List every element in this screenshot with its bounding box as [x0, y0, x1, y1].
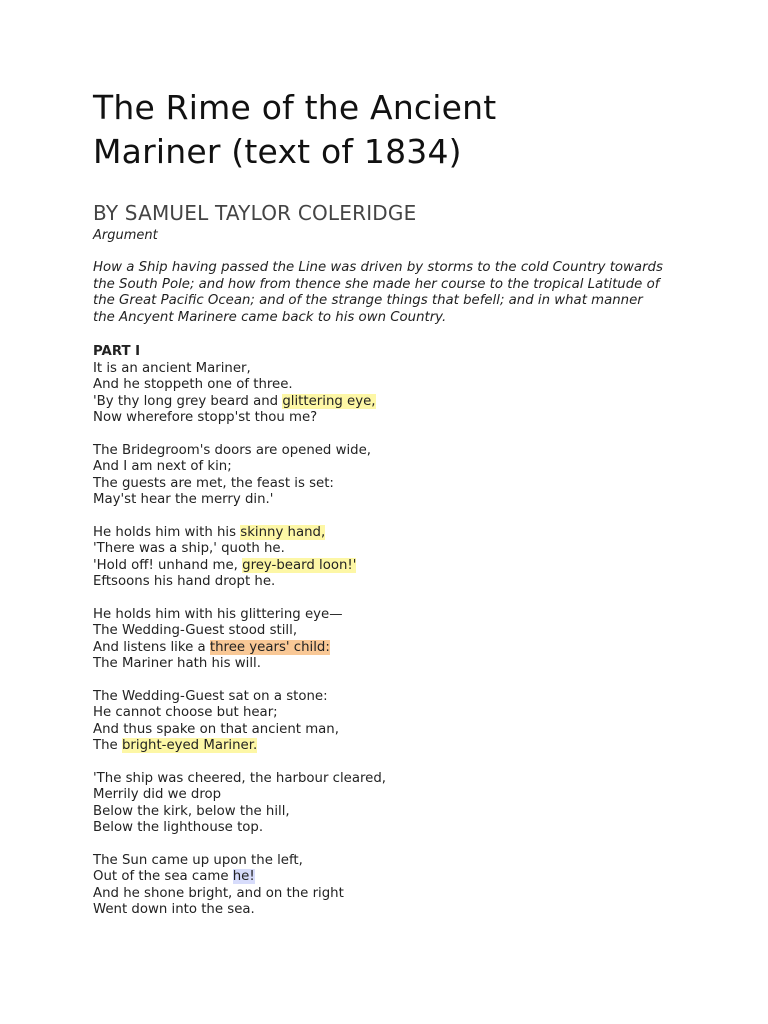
verse-line: 'There was a ship,' quoth he.	[93, 541, 285, 557]
verse-line: Merrily did we drop	[93, 787, 222, 803]
verse-line: 'The ship was cheered, the harbour cleared,	[93, 770, 386, 786]
argument-text: How a Ship having passed the Line was driven by storms to the cold Country towards the South Pole; and how from thence she made her course to the tropical Latitude of the Great Pacific Ocean; and of the strange things that befell; and in what manner the Ancyent Marinere came back to his own Country.	[93, 260, 663, 325]
verse-line	[93, 525, 693, 541]
title-line-2: Mariner (text of 1834)	[93, 132, 462, 171]
verse-line: Now wherefore stopp'st thou me?	[93, 410, 318, 425]
highlight-yellow[interactable]: skinny hand,	[240, 524, 326, 540]
verse-text: The	[93, 738, 122, 754]
verse-line: Below the kirk, below the hill,	[93, 803, 290, 819]
verse-line: The Wedding-Guest stood still,	[93, 623, 298, 639]
verse-line: The guests are met, the feast is set:	[93, 475, 334, 491]
document-page	[93, 86, 693, 935]
verse-line	[93, 738, 693, 754]
verse-text: 'Hold off! unhand me,	[93, 557, 243, 573]
verse-text: And listens like a	[93, 639, 210, 655]
highlight-orange[interactable]: three years' child:	[209, 639, 330, 655]
verse-line: It is an ancient Mariner,	[93, 360, 251, 376]
highlight-blue[interactable]: he!	[232, 869, 255, 885]
stanza-7	[93, 853, 693, 919]
verse-line: Eftsoons his hand dropt he.	[93, 574, 276, 590]
stanza-1	[93, 361, 693, 427]
verse-text: 'By thy long grey beard and	[93, 393, 283, 409]
verse-line: The Sun came up upon the left,	[93, 852, 303, 868]
highlight-yellow[interactable]: bright-eyed Mariner.	[121, 738, 258, 754]
title-line-1: The Rime of the Ancient	[93, 88, 497, 127]
highlight-yellow[interactable]: grey-beard loon!'	[242, 557, 357, 573]
verse-line: He cannot choose but hear;	[93, 705, 278, 721]
verse-line	[93, 640, 693, 656]
stanza-5	[93, 689, 693, 755]
verse-line: Below the lighthouse top.	[93, 820, 264, 836]
stanza-3	[93, 525, 693, 591]
author-byline: BY SAMUEL TAYLOR COLERIDGE	[93, 201, 417, 225]
verse-line	[93, 558, 693, 574]
verse-text: He holds him with his	[93, 524, 241, 540]
verse-line: The Mariner hath his will.	[93, 656, 261, 672]
verse-line: The Wedding-Guest sat on a stone:	[93, 688, 328, 704]
verse-line: And he stoppeth one of three.	[93, 377, 293, 393]
verse-line: He holds him with his glittering eye—	[93, 606, 343, 622]
verse-line: And I am next of kin;	[93, 459, 232, 475]
verse-text: Out of the sea came	[93, 869, 233, 885]
verse-line: Went down into the sea.	[93, 902, 255, 918]
stanza-2	[93, 443, 693, 509]
verse-line: And thus spake on that ancient man,	[93, 721, 339, 737]
verse-line: And he shone bright, and on the right	[93, 885, 344, 901]
argument-heading: Argument	[93, 228, 158, 243]
verse-line: May'st hear the merry din.'	[93, 492, 274, 508]
verse-line	[93, 394, 693, 410]
part-heading: PART I	[93, 344, 141, 360]
poem-title	[93, 86, 693, 174]
verse-line: The Bridegroom's doors are opened wide,	[93, 442, 372, 458]
stanza-4	[93, 607, 693, 673]
stanza-6	[93, 771, 693, 837]
verse-line	[93, 869, 693, 885]
highlight-yellow[interactable]: glittering eye,	[282, 393, 376, 409]
